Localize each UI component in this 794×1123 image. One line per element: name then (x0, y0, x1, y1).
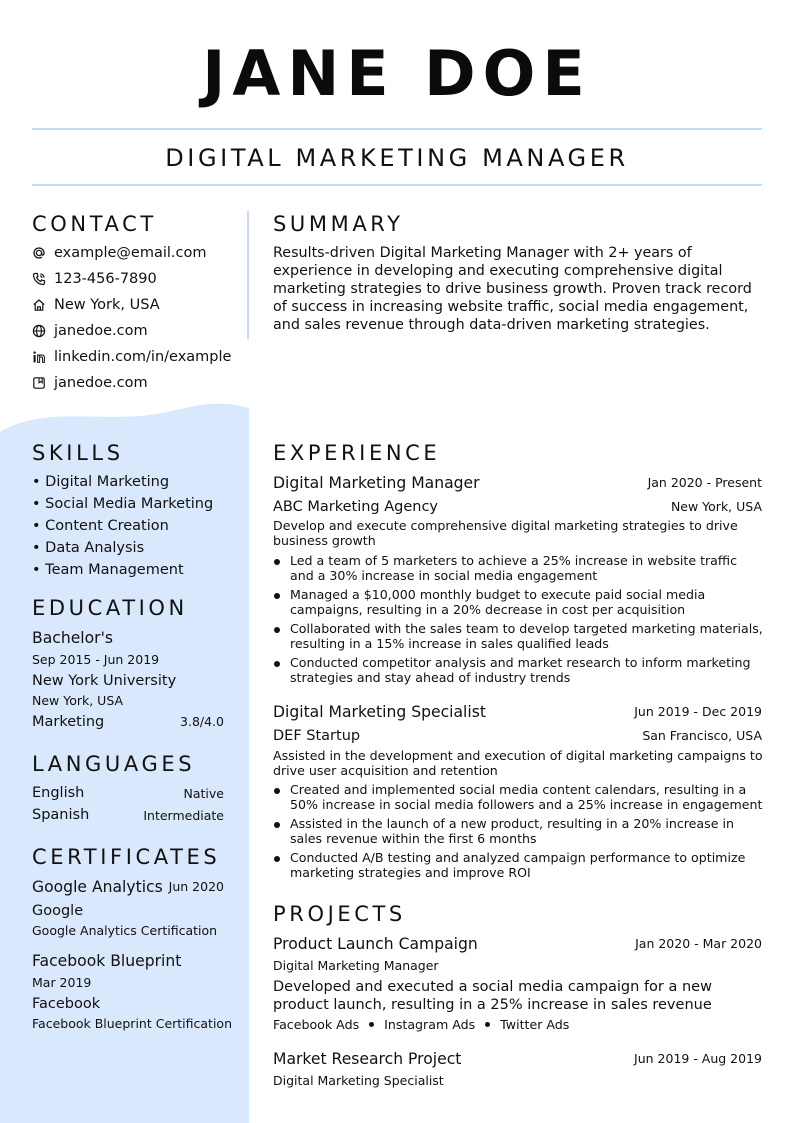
projects-heading: PROJECTS (273, 902, 406, 926)
job-title-entry: Digital Marketing Manager (273, 474, 480, 492)
globe-icon (32, 324, 46, 338)
contact-website-text: janedoe.com (54, 323, 148, 339)
job-bullet: Conducted A/B testing and analyzed campaign performance to optimize marketing strategies and improve ROI (273, 850, 763, 880)
summary-text: Results-driven Digital Marketing Manager with 2+ years of experience in developing and executing comprehensive digital marketing strategies to drive business growth. Proven track record of success in increasing website traffic, social media engagement, and sales revenue through data-driven marketing strategies. (273, 245, 752, 333)
linkedin-icon (32, 350, 46, 364)
education-heading: EDUCATION (32, 596, 188, 620)
job-location: New York, USA (670, 499, 762, 514)
language-name: Spanish (32, 807, 90, 823)
contact-email[interactable] (32, 243, 206, 263)
skill-item: • Team Management (32, 561, 184, 579)
certificate-date: Mar 2019 (32, 975, 92, 990)
language-name: English (32, 785, 85, 801)
certificate-desc: Facebook Blueprint Certification (32, 1016, 232, 1031)
education-dates: Sep 2015 - Jun 2019 (32, 652, 160, 667)
education-degree: Bachelor's (32, 629, 113, 647)
education-gpa: 3.8/4.0 (180, 714, 224, 729)
project-dates: Jun 2019 - Aug 2019 (634, 1051, 762, 1066)
certificates-heading: CERTIFICATES (32, 845, 221, 869)
project-role: Digital Marketing Specialist (273, 1073, 444, 1088)
phone-icon (32, 272, 46, 286)
job-dates: Jun 2019 - Dec 2019 (634, 704, 762, 719)
education-field: Marketing (32, 714, 105, 730)
column-divider (247, 211, 249, 339)
header-bottom-rule (32, 184, 762, 186)
contact-portfolio[interactable] (32, 373, 148, 393)
at-icon (32, 246, 46, 260)
certificate-desc: Google Analytics Certification (32, 923, 218, 938)
skill-item: • Social Media Marketing (32, 495, 213, 513)
contact-phone[interactable] (32, 269, 157, 289)
education-school: New York University (32, 673, 177, 689)
skill-item: • Data Analysis (32, 539, 144, 557)
certificate-date: Jun 2020 (168, 879, 224, 894)
job-dates: Jan 2020 - Present (647, 475, 762, 490)
portfolio-icon (32, 376, 46, 390)
job-location: San Francisco, USA (642, 728, 762, 743)
certificate-name: Google Analytics (32, 878, 163, 896)
job-title-entry: Digital Marketing Specialist (273, 703, 486, 721)
skill-item: • Digital Marketing (32, 473, 169, 491)
project-tag: Twitter Ads (500, 1017, 570, 1032)
project-tag: Instagram Ads (384, 1017, 476, 1032)
contact-linkedin[interactable] (32, 347, 231, 367)
job-bullet: Managed a $10,000 monthly budget to execute paid social media campaigns, resulting in a 20% decrease in cost per acquisition (273, 587, 763, 617)
job-company: DEF Startup (273, 728, 361, 744)
job-bullet: Conducted competitor analysis and market research to inform marketing strategies and stay ahead of industry trends (273, 655, 763, 685)
contact-website[interactable] (32, 321, 148, 341)
job-description: Assisted in the development and execution of digital marketing campaigns to drive user acquisition and retention (273, 748, 763, 778)
contact-phone-text: 123-456-7890 (54, 271, 157, 287)
project-title: Product Launch Campaign (273, 935, 478, 953)
project-title: Market Research Project (273, 1050, 462, 1068)
contact-location-text: New York, USA (54, 297, 160, 313)
job-bullet: Led a team of 5 marketers to achieve a 25% increase in website traffic and a 30% increase in social media engagement (273, 553, 763, 583)
job-title: DIGITAL MARKETING MANAGER (165, 144, 629, 172)
contact-email-text: example@email.com (54, 245, 207, 261)
job-description: Develop and execute comprehensive digital marketing strategies to drive business growth (273, 518, 738, 548)
language-level: Native (183, 786, 224, 801)
home-icon (32, 298, 46, 312)
education-location: New York, USA (32, 693, 124, 708)
languages-heading: LANGUAGES (32, 752, 196, 776)
project-description: Developed and executed a social media campaign for a new product launch, resulting in a 25% increase in sales revenue (273, 979, 712, 1013)
contact-portfolio-text: janedoe.com (54, 375, 148, 391)
contact-heading: CONTACT (32, 212, 157, 236)
certificate-name: Facebook Blueprint (32, 952, 182, 970)
job-bullet: Assisted in the launch of a new product, resulting in a 20% increase in sales revenue within the first 6 months (273, 816, 763, 846)
job-bullet: Created and implemented social media content calendars, resulting in a 50% increase in social media followers and a 25% increase in engagement (273, 782, 763, 812)
job-bullet: Collaborated with the sales team to develop targeted marketing materials, resulting in a 15% increase in sales qualified leads (273, 621, 763, 651)
candidate-name: JANE DOE (202, 37, 592, 110)
project-dates: Jan 2020 - Mar 2020 (635, 936, 762, 951)
job-company: ABC Marketing Agency (273, 499, 439, 515)
contact-linkedin-text: linkedin.com/in/example (54, 349, 232, 365)
project-tags (273, 1017, 569, 1033)
skills-heading: SKILLS (32, 441, 124, 465)
project-tag: Facebook Ads (273, 1017, 360, 1032)
tag-separator-dot (369, 1022, 374, 1027)
language-level: Intermediate (143, 808, 224, 823)
certificate-issuer: Google (32, 903, 84, 919)
header-top-rule (32, 128, 762, 130)
contact-location (32, 295, 160, 315)
skill-item: • Content Creation (32, 517, 169, 535)
project-role: Digital Marketing Manager (273, 958, 439, 973)
tag-separator-dot (485, 1022, 490, 1027)
summary-heading: SUMMARY (273, 212, 404, 236)
experience-heading: EXPERIENCE (273, 441, 441, 465)
certificate-issuer: Facebook (32, 996, 101, 1012)
